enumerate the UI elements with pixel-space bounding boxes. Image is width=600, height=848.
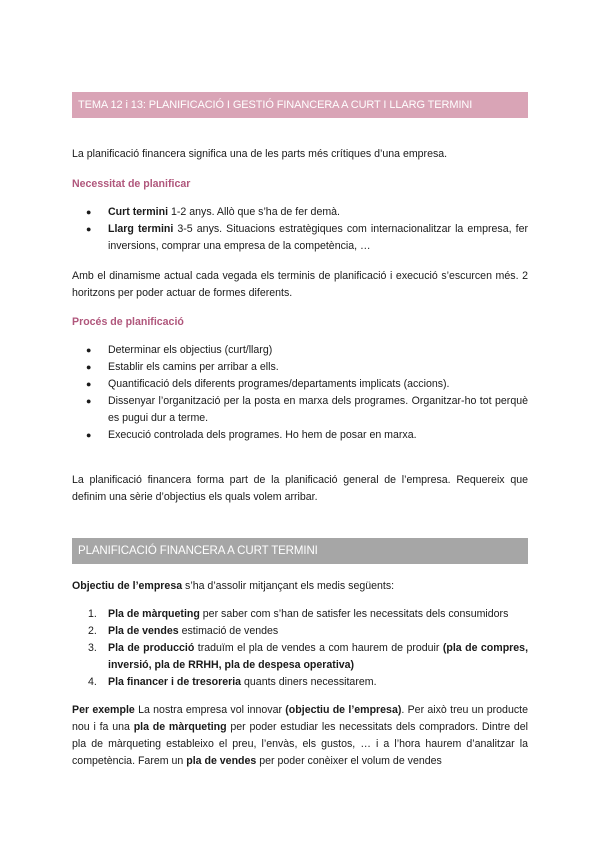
- list-item: [72, 427, 528, 444]
- plan-label: Pla financer i de tresoreria: [108, 676, 242, 688]
- list-number: 1.: [88, 608, 97, 620]
- list-item: [72, 204, 528, 221]
- plan-label: Pla de màrqueting: [108, 608, 200, 620]
- list-item: [72, 221, 528, 255]
- section-banner-curt-termini: PLANIFICACIÓ FINANCERA A CURT TERMINI: [72, 538, 528, 564]
- plan-text: traduïm el pla de vendes a com haurem de produir: [194, 642, 443, 654]
- bullet-icon: ●: [86, 207, 92, 217]
- bullet-icon: ●: [86, 379, 92, 389]
- plan-label: Pla de vendes: [108, 625, 179, 637]
- dynamism-paragraph: Amb el dinamisme actual cada vegada els terminis de planificació i execució s’escurcen més. 2 horitzons per poder actuar de formes diferents.: [72, 270, 528, 299]
- example-text: . Per això treu un producte nou i fa una: [72, 704, 528, 733]
- example-bold: pla de vendes: [186, 755, 257, 767]
- bullet-icon: ●: [86, 345, 92, 355]
- list-number: 3.: [88, 642, 97, 654]
- plan-text: quants diners necessitarem.: [241, 676, 377, 688]
- list-item: [72, 393, 528, 427]
- list-item-text: Determinar els objectius (curt/llarg): [108, 344, 273, 356]
- example-paragraph: [72, 702, 528, 770]
- list-item: [72, 606, 528, 623]
- intro-paragraph: La planificació financera significa una de les parts més crítiques d’una empresa.: [72, 148, 448, 160]
- horizon-list: [72, 204, 528, 255]
- term-text: 1-2 anys. Allò que s’ha de fer demà.: [168, 206, 341, 218]
- example-bold: (objectiu de l’empresa): [285, 704, 402, 716]
- section-banner-title: TEMA 12 i 13: PLANIFICACIÓ I GESTIÓ FINANCERA A CURT I LLARG TERMINI: [72, 92, 528, 118]
- example-text: per poder conèixer el volum de vendes: [256, 755, 442, 767]
- list-number: 4.: [88, 676, 97, 688]
- example-text: per poder estudiar les necessitats dels compradors. Dintre del pla de màrqueting estableixo el preu, l’envàs, els gustos, … i a l’hora haurem d’analitzar la competència. Farem un: [72, 721, 529, 767]
- process-list: [72, 342, 528, 444]
- list-item: [72, 623, 528, 640]
- list-item: [72, 376, 528, 393]
- term-text: 3-5 anys. Situacions estratègiques com internacionalitzar la empresa, fer inversions, comprar una empresa de la competència, …: [108, 223, 529, 252]
- bullet-icon: ●: [86, 396, 92, 406]
- subheading-necessitat: Necessitat de planificar: [72, 178, 191, 190]
- objective-label: Objectiu de l’empresa: [72, 580, 183, 592]
- list-item: [72, 359, 528, 376]
- bullet-icon: ●: [86, 362, 92, 372]
- plan-text: per saber com s’han de satisfer les necessitats dels consumidors: [199, 608, 509, 620]
- general-planning-paragraph: La planificació financera forma part de la planificació general de l’empresa. Requereix que definim una sèrie d’objectius els quals volem arribar.: [72, 474, 528, 503]
- list-item-text: Establir els camins per arribar a ells.: [108, 361, 279, 373]
- list-item-text: Quantificació dels diferents programes/departaments implicats (accions).: [108, 378, 450, 390]
- objective-paragraph: [72, 578, 528, 595]
- subheading-proces: Procés de planificació: [72, 316, 184, 328]
- plan-detail: (pla de compres, inversió, pla de RRHH, pla de despesa operativa): [108, 642, 529, 671]
- list-number: 2.: [88, 625, 97, 637]
- list-item: [72, 640, 528, 674]
- bullet-icon: ●: [86, 224, 92, 234]
- term-label: Llarg termini: [108, 223, 174, 235]
- bullet-icon: ●: [86, 430, 92, 440]
- plan-text: estimació de vendes: [178, 625, 279, 637]
- list-item-text: Dissenyar l’organització per la posta en marxa dels programes. Organitzar-ho tot perquè es pugui dur a terme.: [108, 395, 528, 424]
- plans-list: [72, 606, 528, 691]
- example-text: La nostra empresa vol innovar: [134, 704, 286, 716]
- list-item-text: Execució controlada dels programes. Ho hem de posar en marxa.: [108, 429, 417, 441]
- plan-label: Pla de producció: [108, 642, 195, 654]
- example-label: Per exemple: [72, 704, 135, 716]
- example-bold: pla de màrqueting: [133, 721, 227, 733]
- term-label: Curt termini: [108, 206, 169, 218]
- list-item: [72, 342, 528, 359]
- list-item: [72, 674, 528, 691]
- objective-text: s’ha d’assolir mitjançant els medis següents:: [182, 580, 395, 592]
